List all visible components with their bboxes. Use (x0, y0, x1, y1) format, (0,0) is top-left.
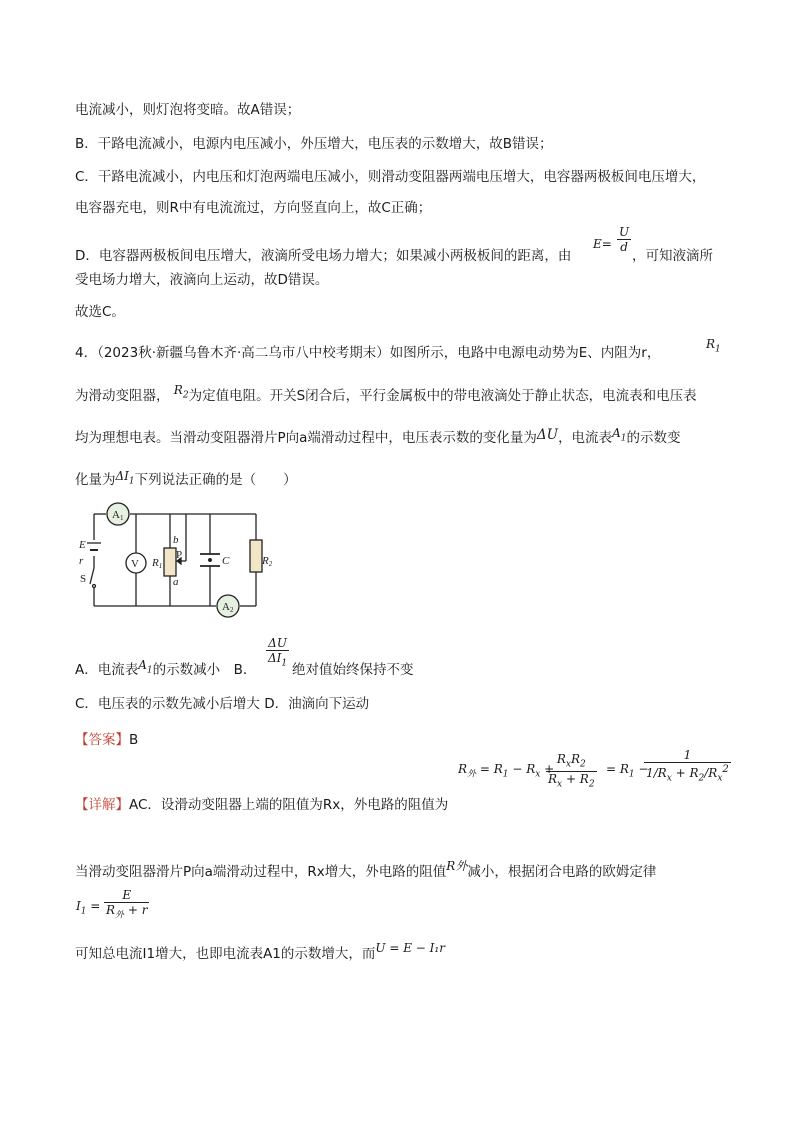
text-line: 电容器充电，则R中有电流流过，方向竖直向上，故C正确； (75, 200, 432, 216)
slider-p-label: P (176, 549, 183, 561)
text-span: D．电容器两极板间电压增大，液滴所受电场力增大；如果减小两极板间的距离，由 (75, 248, 572, 264)
text-span: ，电流表 (558, 430, 613, 446)
text-span: 可知总电流I1增大，也即电流表A1的示数增大，而 (75, 946, 376, 962)
internal-r-label: r (79, 555, 84, 567)
emf-label: E (79, 539, 86, 551)
math-a: A (138, 658, 147, 672)
math-r: R (706, 337, 716, 351)
switch-label: S (80, 573, 87, 585)
terminal-b-label: b (173, 534, 179, 546)
question-text (75, 383, 697, 411)
formula-lhs: E= (593, 237, 612, 251)
math-u-formula: U = E − I₁r (375, 941, 445, 955)
ammeter-a2-label: A2 (222, 601, 234, 614)
fraction (104, 888, 149, 922)
math-di: ΔI (268, 651, 282, 665)
math-r1 (706, 337, 721, 354)
fraction (644, 748, 731, 785)
text-line: 受电场力增大，液滴向上运动，故D错误。 (75, 272, 329, 288)
text-span: 减小，根据闭合电路的欧姆定律 (467, 864, 657, 880)
capacitor-label: C (222, 555, 230, 567)
text-span: 为滑动变阻器， (75, 388, 170, 404)
question-text: 4．（2023秋·新疆乌鲁木齐·高二乌市八中校考期末）如图所示，电路中电源电动势为E、内阻为r， (75, 345, 661, 361)
text-line (75, 859, 657, 882)
math-r2 (173, 383, 189, 401)
math-di: ΔI (115, 469, 129, 483)
math-du: ΔU (536, 427, 559, 443)
formula-part: $R_外 = R_1 - R_x$ + (458, 762, 555, 780)
text-span: 当滑动变阻器滑片P向a端滑动过程中，Rx增大，外电路的阻值 (75, 864, 447, 880)
ammeter-a1-label: A1 (112, 509, 124, 522)
frac-num: 1 (644, 748, 731, 763)
fraction (546, 752, 597, 792)
option-b-text: 绝对值始终保持不变 (292, 662, 414, 678)
frac-den: $1/R_x + R_2/R_x^2$ (646, 764, 729, 784)
math-sub: 1 (715, 344, 721, 355)
answer-label: 【答案】 (75, 732, 129, 748)
detail-text: AC．设滑动变阻器上端的阻值为Rx，外电路的阻值为 (129, 797, 449, 813)
option-a-label: A．电流表 (75, 662, 139, 678)
frac-den: d (620, 240, 628, 254)
math-di1 (115, 469, 135, 487)
detail-line (75, 795, 448, 815)
math-sub: 1 (146, 665, 153, 676)
math-sub: 1 (281, 658, 288, 669)
math-sub: 1 (128, 476, 135, 487)
text-span: 的示数变 (626, 430, 681, 446)
text-span: 化量为 (75, 472, 116, 488)
text-span: 为定值电阻。开关S闭合后，平行金属板中的带电液滴处于静止状态，电流表和电压表 (188, 388, 697, 404)
text-line: ，可知液滴所 (632, 248, 713, 264)
detail-label: 【详解】 (75, 797, 129, 813)
text-span: 均为理想电表。当滑动变阻器滑片P向a端滑动过程中，电压表示数的变化量为 (75, 430, 537, 446)
frac-num: $R_xR_2$ (546, 752, 597, 772)
question-text (75, 428, 680, 453)
text-span: 下列说法正确的是（ ） (134, 472, 297, 488)
formula-part: = $R_1$ − (606, 762, 649, 780)
circuit-diagram (76, 498, 276, 618)
formula-part: $I_1$ = (76, 899, 101, 917)
frac-den: $R_外 + r$ (106, 903, 148, 921)
frac-num: ΔU (266, 636, 289, 651)
text-line: C．干路电流减小，内电压和灯泡两端电压减小，则滑动变阻器两端电压增大，电容器两极板间电压增大， (75, 169, 706, 185)
math-r: R (173, 383, 183, 397)
answer-value: B (129, 732, 139, 748)
fraction (266, 636, 289, 670)
text-line: B．干路电流减小，电源内电压减小，外压增大，电压表的示数增大，故B错误； (75, 136, 553, 152)
option-cd: C．电压表的示数先减小后增大 D．油滴向下运动 (75, 696, 370, 712)
voltmeter-label: V (131, 558, 139, 570)
math-r-outer: R外 (446, 859, 468, 873)
text-line: 电流减小，则灯泡将变暗。故A错误； (75, 102, 301, 118)
text-line: 故选C。 (75, 304, 125, 320)
r2-label: R2 (262, 555, 273, 568)
frac-num: U (619, 225, 630, 239)
fraction (617, 225, 631, 254)
question-text (75, 470, 297, 495)
text-line (75, 941, 445, 964)
option-b-label: 的示数减小 B． (152, 662, 257, 678)
frac-den: $R_x + R_2$ (548, 772, 595, 790)
math-a1 (612, 426, 627, 444)
frac-num: E (104, 888, 149, 903)
fraction-du-di (266, 636, 289, 670)
math-sub: 1 (620, 433, 627, 444)
answer-line (75, 730, 138, 750)
terminal-a-label: a (173, 576, 179, 588)
frac-den (266, 651, 289, 670)
math-a1 (138, 658, 153, 676)
math-sub: 2 (182, 390, 189, 401)
math-e: E (593, 237, 602, 251)
r1-label: R1 (152, 557, 163, 570)
math-a: A (612, 426, 621, 440)
option-ab (75, 660, 256, 685)
text-line (75, 246, 571, 266)
